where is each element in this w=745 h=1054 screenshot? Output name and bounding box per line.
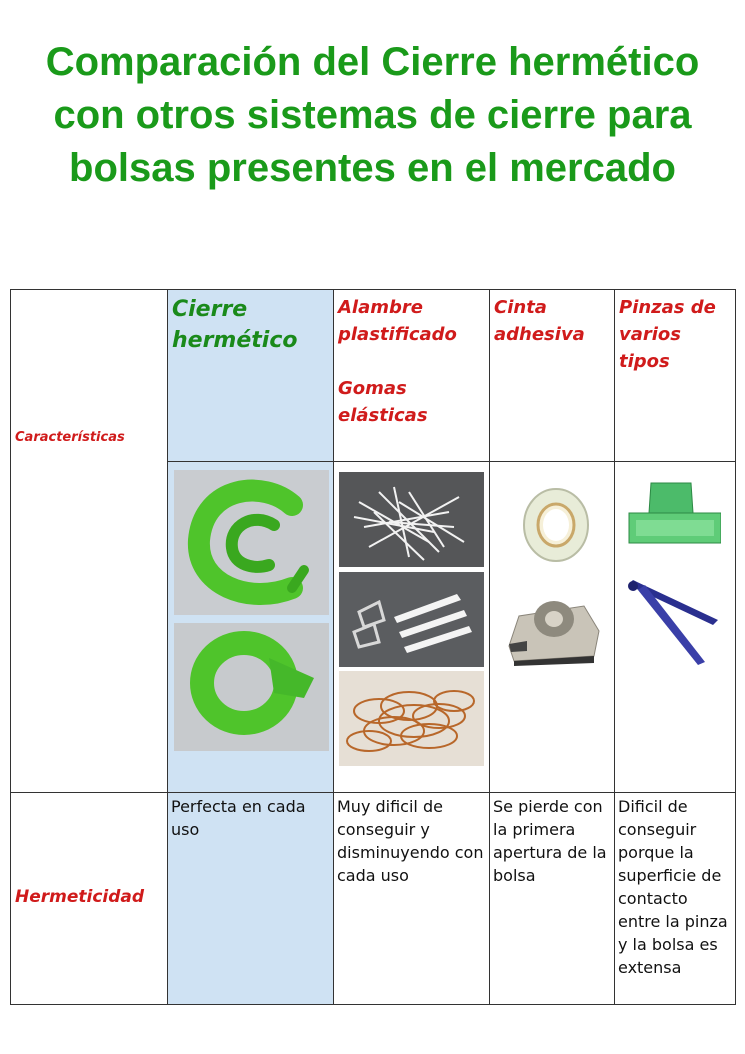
green-clip-closed-photo	[174, 623, 329, 751]
row-label-hermeticidad: Hermeticidad	[15, 887, 145, 907]
wire-tie-strips-photo	[339, 572, 484, 667]
page-title: Comparación del Cierre hermético con otros sistemas de cierre para bolsas presentes en el mercado	[45, 40, 700, 190]
column-header-cierre-text: Cierre hermético	[172, 297, 298, 353]
blue-bag-clip-photo	[623, 580, 723, 670]
column-header-alambre-text: Alambre plastificado	[338, 297, 457, 345]
column-header-gomas-text: Gomas elásticas	[338, 378, 428, 426]
hermeticidad-alambre: Muy dificil de conseguir y disminuyendo con cada uso	[337, 797, 484, 885]
column-header-alambre	[334, 290, 489, 429]
row-label-caracteristicas: Características	[15, 430, 125, 445]
column-header-pinzas	[615, 290, 725, 375]
comparison-table	[10, 289, 736, 1005]
column-header-cierre	[168, 290, 328, 356]
divider	[168, 461, 735, 462]
column-header-cinta	[490, 290, 612, 348]
hermeticidad-pinzas: Dificil de conseguir porque la superficie de contacto entre la pinza y la bolsa es extensa	[618, 797, 728, 977]
divider	[489, 290, 490, 1004]
column-header-pinzas-text: Pinzas de varios tipos	[619, 297, 716, 372]
green-bag-clip-photo	[621, 478, 721, 558]
green-clip-open-photo	[174, 470, 329, 615]
tape-roll-photo	[516, 485, 596, 565]
divider	[167, 290, 168, 1004]
rubber-bands-photo	[339, 671, 484, 766]
hermeticidad-cinta: Se pierde con la primera apertura de la bolsa	[493, 797, 607, 885]
column-header-cinta-text: Cinta adhesiva	[494, 297, 585, 345]
tape-dispenser-photo	[499, 586, 609, 666]
plastic-wire-ties-photo	[339, 472, 484, 567]
hermeticidad-cierre: Perfecta en cada uso	[171, 797, 306, 839]
